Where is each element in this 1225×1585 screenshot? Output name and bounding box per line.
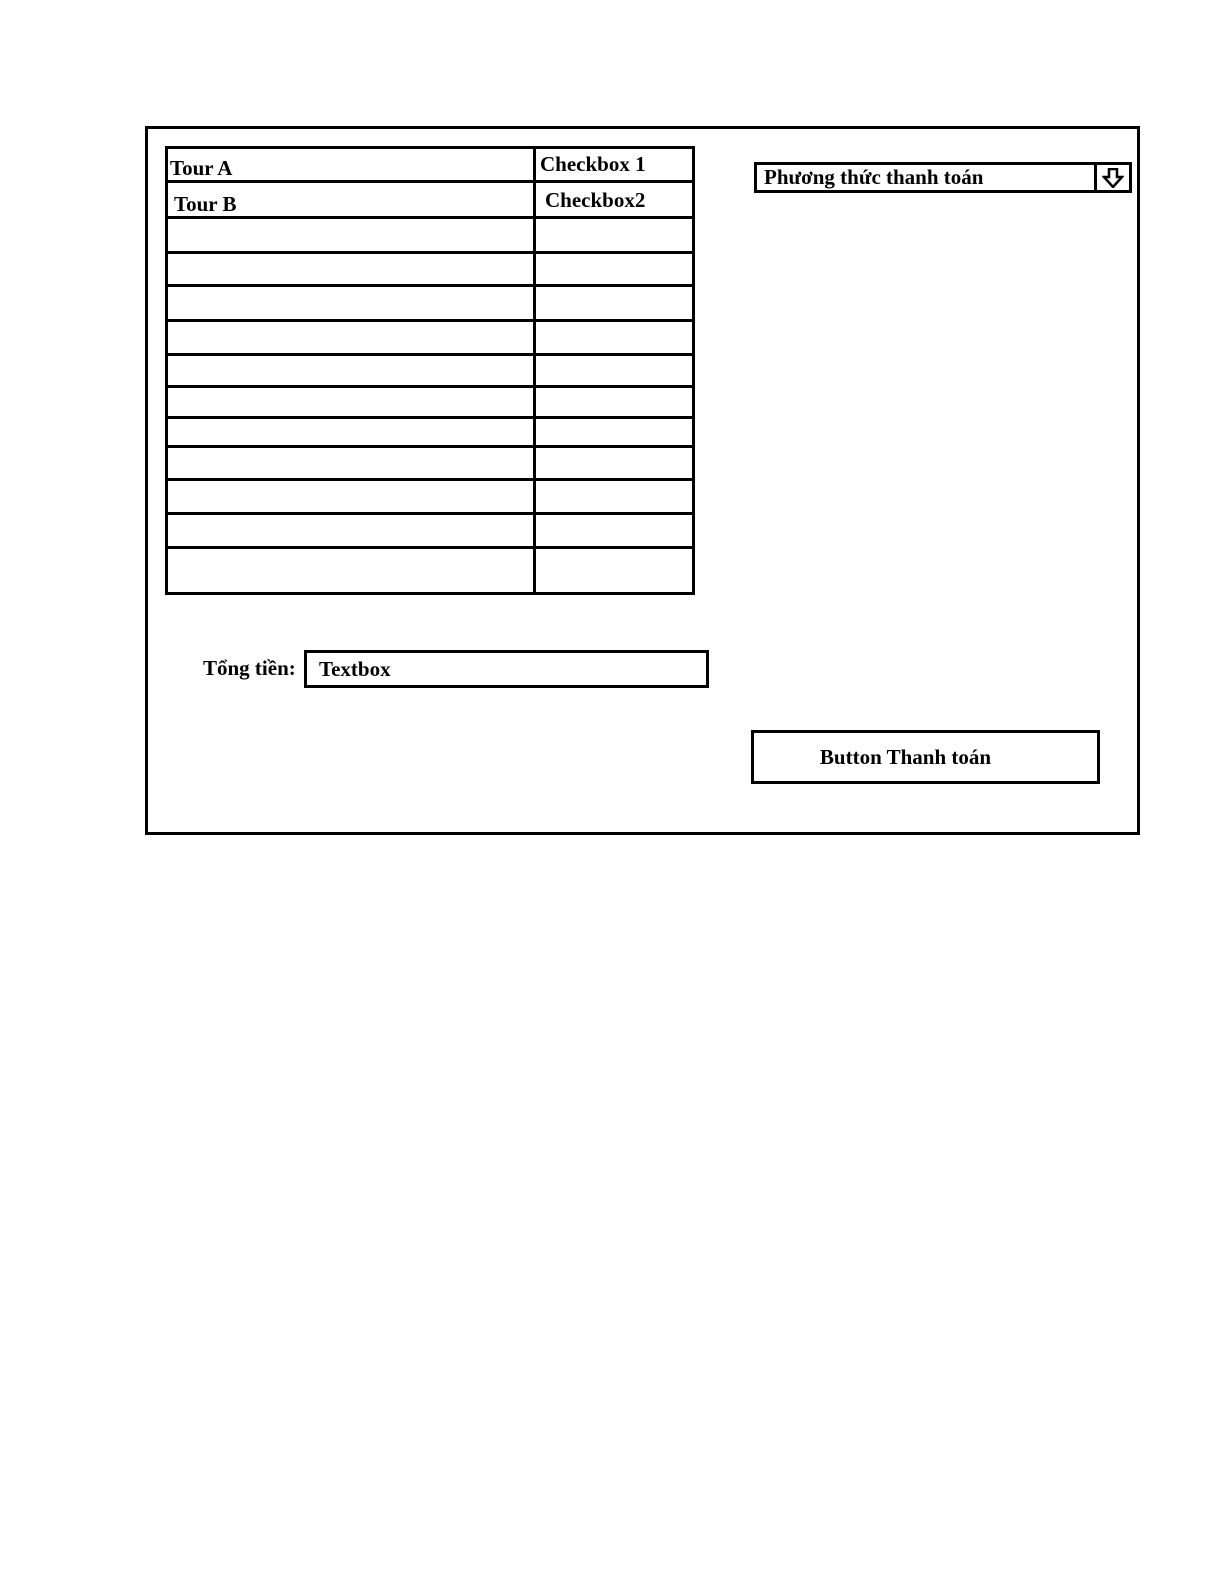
tour-row[interactable] [168, 322, 692, 356]
tour-name [168, 549, 536, 592]
tour-row[interactable] [168, 149, 692, 183]
tour-row[interactable] [168, 481, 692, 515]
tour-name: Tour A [168, 149, 536, 180]
total-input[interactable] [304, 650, 709, 688]
pay-button-label: Button Thanh toán [819, 744, 992, 769]
tour-checkbox[interactable] [536, 448, 692, 478]
tour-name [168, 419, 536, 445]
tour-checkbox[interactable] [536, 419, 692, 445]
tour-checkbox[interactable] [536, 388, 692, 416]
tour-checkbox[interactable] [536, 322, 692, 353]
tour-name [168, 448, 536, 478]
tour-name [168, 254, 536, 284]
tour-checkbox[interactable] [536, 515, 692, 546]
tour-name [168, 322, 536, 353]
tour-checkbox[interactable] [536, 219, 692, 251]
tour-name [168, 388, 536, 416]
total-label: Tổng tiền: [203, 656, 296, 680]
tour-name [168, 515, 536, 546]
tour-checkbox[interactable] [536, 356, 692, 385]
tour-row[interactable] [168, 448, 692, 481]
pay-button[interactable] [751, 730, 1100, 784]
tour-table [165, 146, 695, 595]
tour-checkbox[interactable]: Checkbox 1 [540, 152, 646, 176]
tour-checkbox[interactable] [536, 481, 692, 512]
tour-checkbox[interactable] [536, 254, 692, 284]
tour-row[interactable] [168, 549, 692, 592]
down-arrow-icon[interactable] [1094, 165, 1129, 190]
tour-name [168, 219, 536, 251]
tour-name [168, 481, 536, 512]
tour-checkbox[interactable]: Checkbox2 [545, 188, 646, 212]
payment-method-dropdown[interactable] [754, 162, 1132, 193]
tour-name: Tour B [168, 183, 536, 216]
tour-name [168, 287, 536, 319]
tour-row[interactable] [168, 219, 692, 254]
tour-name [168, 356, 536, 385]
tour-row[interactable] [168, 419, 692, 448]
payment-method-value: Phương thức thanh toán [764, 165, 984, 189]
tour-row[interactable] [168, 388, 692, 419]
tour-checkbox[interactable] [536, 287, 692, 319]
tour-row[interactable] [168, 287, 692, 322]
tour-row[interactable] [168, 183, 692, 219]
tour-row[interactable] [168, 254, 692, 287]
tour-row[interactable] [168, 515, 692, 549]
tour-row[interactable] [168, 356, 692, 388]
tour-checkbox[interactable] [536, 549, 692, 592]
